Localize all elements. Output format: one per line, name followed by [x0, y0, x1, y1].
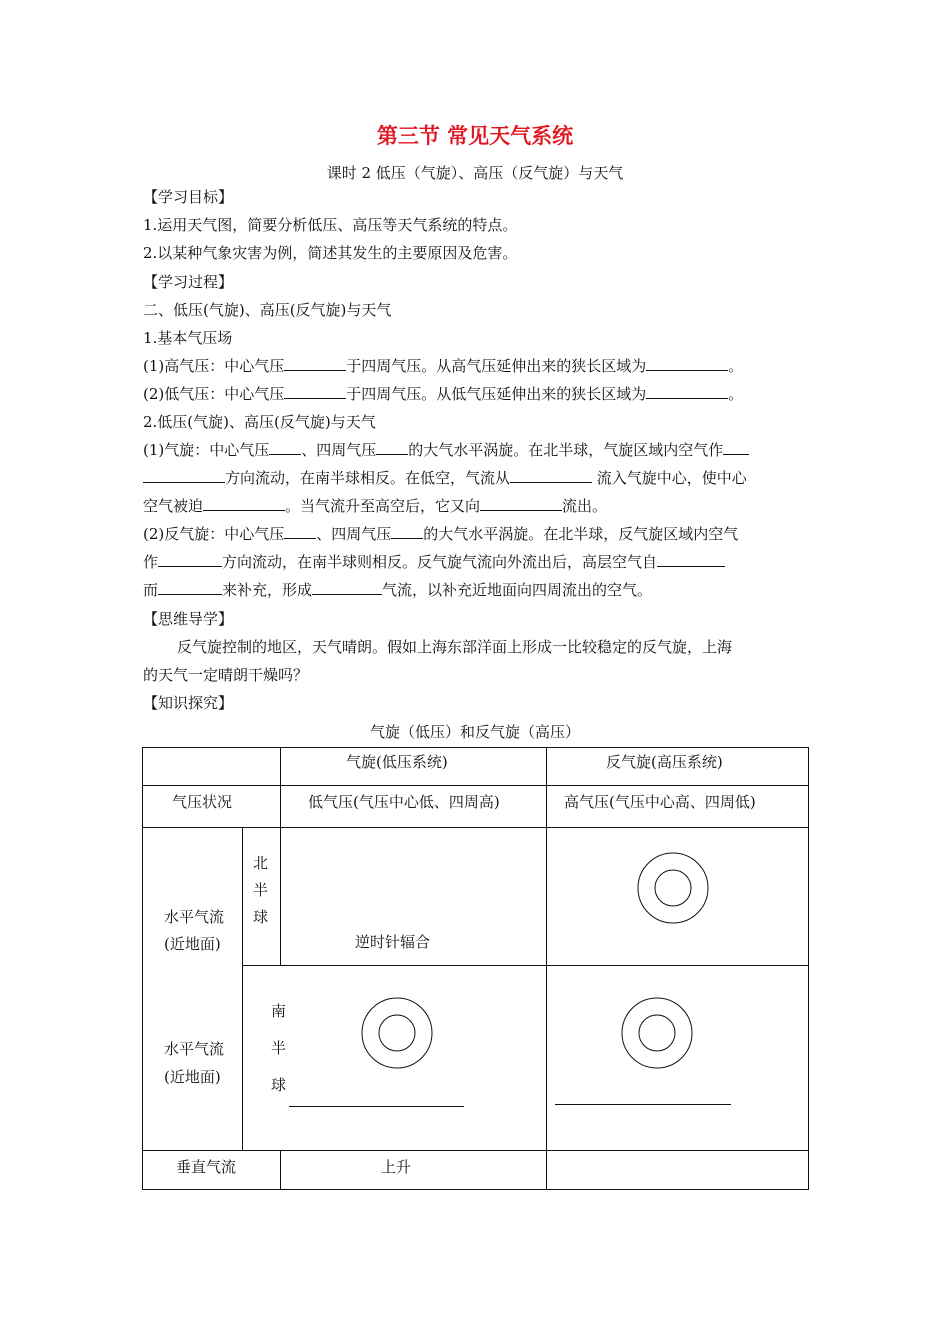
row-header-horizontal: 水平气流: [164, 908, 225, 926]
cyclone-pressure: 低气压(气压中心低、四周高): [308, 793, 500, 811]
north-label-1: 北: [253, 854, 269, 872]
table-border: [142, 1150, 808, 1151]
cyclone-text-h: 流出。: [562, 497, 608, 515]
col-header-anticyclone: 反气旋(高压系统): [606, 753, 723, 771]
low-pressure-text-b: 于四周气压。从低气压延伸出来的狭长区域为: [346, 385, 647, 403]
pressure-field-heading: 1.基本气压场: [143, 329, 233, 347]
south-label-3: 球: [271, 1076, 287, 1094]
cyclone-text-c: 的大气水平涡旋。在北半球，气旋区域内空气作: [408, 441, 724, 459]
goal-2: 2.以某种气象灾害为例，简述其发生的主要原因及危害。: [143, 244, 518, 262]
cyclone-text-f: 空气被迫: [143, 497, 204, 515]
table-border: [242, 827, 243, 1150]
south-anticyclone-answer-line[interactable]: [555, 1104, 731, 1105]
row-header-near-ground-south: (近地面): [164, 1068, 221, 1086]
anticyclone-text-d: 作: [143, 553, 159, 571]
table-border: [242, 965, 808, 966]
table-border: [280, 827, 281, 965]
low-pressure-text-c: 。: [728, 385, 744, 403]
row-header-near-ground: (近地面): [164, 935, 221, 953]
cyclone-vertical-flow: 上升: [381, 1158, 412, 1176]
north-cyclone-flow: 逆时针辐合: [355, 933, 431, 951]
cyclone-text-g: 。当气流升至高空后，它又向: [285, 497, 481, 515]
south-cyclone-diagram: [360, 996, 434, 1070]
table-border: [142, 747, 808, 748]
row-header-horizontal-south: 水平气流: [164, 1040, 225, 1058]
col-header-cyclone: 气旋(低压系统): [346, 753, 448, 771]
table-border: [546, 747, 547, 1190]
high-pressure-text-c: 。: [728, 357, 744, 375]
low-pressure-text-a: (2)低气压：中心气压: [143, 385, 285, 403]
goal-1: 1.运用天气图，简要分析低压、高压等天气系统的特点。: [143, 216, 518, 234]
south-label-1: 南: [271, 1002, 287, 1020]
thinking-paragraph-2: 的天气一定晴朗干燥吗？: [143, 666, 309, 684]
table-border: [280, 747, 281, 827]
process-header: 【学习过程】: [143, 273, 234, 291]
goals-header: 【学习目标】: [143, 188, 234, 206]
table-border: [142, 747, 143, 1190]
anticyclone-text-g: 来补充，形成: [222, 581, 313, 599]
anticyclone-text-c: 的大气水平涡旋。在北半球，反气旋区域内空气: [423, 525, 739, 543]
table-border: [280, 1150, 281, 1190]
cyclone-text-e: 流入气旋中心，使中心: [592, 469, 747, 487]
row-header-pressure: 气压状况: [172, 793, 233, 811]
high-pressure-text-a: (1)高气压：中心气压: [143, 357, 285, 375]
row-header-vertical: 垂直气流: [176, 1158, 237, 1176]
lesson-subtitle: 课时 2 低压（气旋）、高压（反气旋）与天气: [326, 164, 624, 182]
thinking-header: 【思维导学】: [143, 610, 234, 628]
thinking-paragraph-1: 反气旋控制的地区，天气晴朗。假如上海东部洋面上形成一比较稳定的反气旋，上海: [177, 638, 733, 656]
south-label-2: 半: [271, 1039, 287, 1057]
table-border: [142, 785, 808, 786]
anticyclone-text-e: 方向流动，在南半球则相反。反气旋气流向外流出后，高层空气自: [222, 553, 658, 571]
south-anticyclone-diagram: [620, 996, 694, 1070]
explore-header: 【知识探究】: [143, 694, 234, 712]
table-border: [808, 747, 809, 1190]
high-pressure-text-b: 于四周气压。从高气压延伸出来的狭长区域为: [346, 357, 647, 375]
part-2-heading: 二、低压(气旋)、高压(反气旋)与天气: [143, 301, 392, 319]
cyclone-text-a: (1)气旋：中心气压: [143, 441, 270, 459]
anticyclone-text-h: 气流，以补充近地面向四周流出的空气。: [382, 581, 653, 599]
cyclone-text-d: 方向流动，在南半球相反。在低空，气流从: [225, 469, 511, 487]
table-border: [142, 1189, 808, 1190]
anticyclone-pressure: 高气压(气压中心高、四周低): [564, 793, 756, 811]
cyclone-text-b: 、四周气压: [301, 441, 377, 459]
anticyclone-text-b: 、四周气压: [316, 525, 392, 543]
table-caption: 气旋（低压）和反气旋（高压）: [369, 723, 580, 741]
anticyclone-text-a: (2)反气旋：中心气压: [143, 525, 285, 543]
north-label-2: 半: [253, 881, 269, 899]
weather-heading: 2.低压(气旋)、高压(反气旋)与天气: [143, 413, 376, 431]
north-anticyclone-diagram: [636, 851, 710, 925]
north-label-3: 球: [253, 908, 269, 926]
anticyclone-text-f: 而: [143, 581, 159, 599]
south-cyclone-answer-line[interactable]: [289, 1106, 464, 1107]
page-title: 第三节 常见天气系统: [376, 124, 574, 148]
